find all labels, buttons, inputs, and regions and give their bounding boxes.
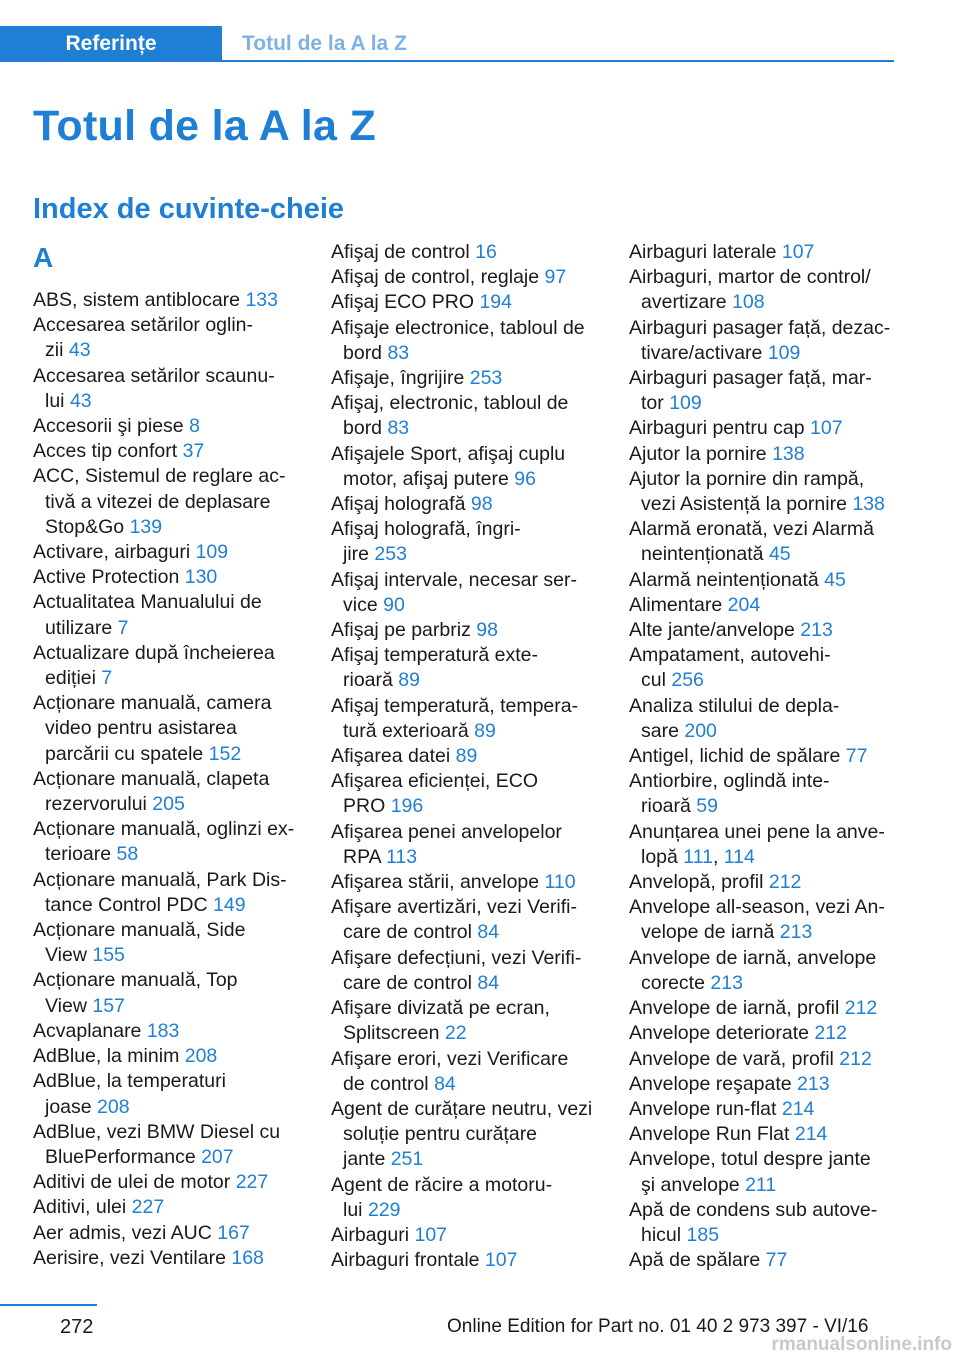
page-reference-link[interactable]: 98 [476,619,498,642]
page-reference-link[interactable]: 43 [68,339,91,362]
edition-note: Online Edition for Part no. 01 40 2 973 397 - VI/16 [447,1316,869,1337]
index-entry [33,414,305,439]
index-entry-term: Ajutor la pornire [629,442,773,465]
index-entry-term: Afişaje electronice, tabloul de bord [331,316,585,364]
index-entry-term: Airbaguri [331,1223,415,1246]
index-column-2 [331,240,603,1273]
index-entry [331,391,603,441]
index-subtitle: Index de cuvinte-cheie [33,193,345,225]
page-reference-link[interactable]: 110 [544,871,576,894]
index-entry-term: Afişaj holografă [331,493,471,516]
index-entry [629,1047,901,1072]
index-entry-term: Active Protection [33,566,185,589]
page-reference-link[interactable]: 212 [839,1047,872,1070]
page-reference-link[interactable]: 205 [152,793,185,816]
index-entry: Anunțarea unei pene la anve- lopă 111, 114 [629,820,885,868]
page-reference-link[interactable]: 196 [390,795,424,818]
page-reference-link[interactable]: 107 [484,1249,518,1272]
header-divider [222,60,894,62]
page-reference-link[interactable]: 213 [797,1072,830,1095]
page-reference-link[interactable]: 214 [794,1123,828,1146]
watermark: rmanualsonline.info [771,1334,952,1355]
index-entry-term: Actualizare după încheierea ediției [33,641,275,690]
index-entry [629,240,901,265]
index-entry-term: Afişaj holografă, îngri- jire [331,518,521,566]
tab-referinte[interactable]: Referințe [0,26,222,62]
index-entry [331,769,603,819]
index-entry [331,366,603,391]
page-reference-link[interactable]: 207 [201,1145,234,1168]
index-entry-term: Anunțarea unei pene la anve- lopă [629,820,885,868]
index-entry [629,517,901,567]
index-entry [331,946,603,996]
page-reference-link[interactable]: 83 [387,341,410,364]
page-reference-link[interactable]: 212 [768,871,802,894]
page-reference-link[interactable]: 130 [184,566,218,589]
index-entry-term: Acționare manuală, camera video pentru asistarea parcării cu spatele [33,692,272,765]
index-entry-term: Afişajele Sport, afişaj cuplu motor, afişaj putere [331,442,566,490]
page-reference-link[interactable]: 227 [235,1171,269,1194]
page-reference-link[interactable]: 109 [767,341,801,364]
tab-totul-de-la-a-la-z[interactable]: Totul de la A la Z [242,32,407,55]
index-entry-term: Ajutor la pornire din rampă, vezi Asistență la pornire [629,467,865,516]
page-reference-link[interactable]: 96 [514,467,536,490]
index-entry [331,1047,603,1097]
index-entry [629,870,901,895]
index-entry-term: AdBlue, la temperaturi joase [33,1070,226,1118]
index-entry-term: Ampatament, autovehi- cul [629,644,831,692]
index-entry [629,1097,901,1122]
page-reference-link[interactable]: 107 [781,241,815,263]
page-reference-link[interactable]: 37 [182,440,205,463]
index-entry [331,895,603,945]
index-entry [629,316,901,366]
index-entry-term: Airbaguri pasager față, dezac- tivare/activare [629,316,891,364]
index-entry [331,1097,603,1173]
index-entry-term: Acces tip confort [33,440,183,463]
index-entry [629,618,901,643]
page-reference-link[interactable]: 111 [683,845,713,868]
page-reference-link[interactable]: 183 [146,1019,180,1042]
index-entry-term: Anvelope Run Flat [629,1123,795,1146]
page-reference-link[interactable]: 83 [387,417,410,440]
index-entry-term: Alarmă neintenționată [629,568,825,591]
index-entry [33,1069,305,1119]
index-entry-term: ACC, Sistemul de reglare ac- tivă a vitezei de deplasare Stop&Go [33,465,286,538]
index-entry [33,464,305,540]
page-reference-link[interactable]: 8 [189,415,200,438]
page-reference-link[interactable]: 208 [184,1045,218,1068]
index-entry-term: Afişaje, îngrijire [331,367,470,390]
page-reference-link[interactable]: 152 [208,742,242,765]
index-entry-term: Afişaj ECO PRO [331,291,480,314]
page-reference-link[interactable]: 157 [92,994,125,1017]
page-reference-link[interactable]: 167 [217,1221,250,1244]
index-column-3 [629,240,901,1273]
index-entry [629,1072,901,1097]
index-entry-term: Acționare manuală, clapeta rezervorului [33,767,270,816]
index-entry [331,694,603,744]
index-entry [629,416,901,441]
index-entry [331,643,603,693]
index-entry-term: AdBlue, la minim [33,1045,185,1068]
page-reference-link[interactable]: 212 [814,1022,847,1045]
page-reference-link[interactable]: 204 [727,593,761,616]
page-reference-link[interactable]: 155 [92,944,125,967]
index-entry [33,641,305,691]
index-columns [0,240,960,1280]
index-entry-term: Afişaj, electronic, tabloul de bord [331,392,569,440]
index-entry [629,744,901,769]
index-entry [629,568,901,593]
index-entry-term: Antiorbire, oglindă inte- rioară [629,770,830,818]
index-entry-term: Anvelope deteriorate [629,1022,815,1045]
index-entry-term: AdBlue, vezi BMW Diesel cu BluePerformance [33,1120,281,1168]
page-reference-link[interactable]: 77 [765,1249,788,1272]
index-entry-term: Accesarea setărilor oglin- zii [33,314,254,362]
page-reference-link[interactable]: 84 [477,971,500,994]
index-entry-term: Afişaj temperatură, tempera- tură exterioară [331,694,579,742]
index-entry-term: Afişaj de control, reglaje [331,266,545,289]
page-title: Totul de la A la Z [33,102,377,150]
index-entry-term: Acționare manuală, Top View [33,969,238,1017]
index-entry-term: Afişaj intervale, necesar ser- vice [331,568,578,616]
index-entry-term: Airbaguri pentru cap [629,417,811,440]
page-reference-link[interactable]: 208 [97,1095,130,1118]
page-reference-link[interactable]: 213 [710,971,743,994]
index-entry-term: Alte jante/anvelope [629,619,801,642]
index-entry [629,643,901,693]
index-entry-term: Acționare manuală, Park Dis- tance Control PDC [33,868,287,916]
page-reference-link[interactable]: 97 [544,266,567,289]
index-entry-term: Agent de curățare neutru, vezi soluție pentru curățare jante [331,1097,593,1171]
index-entry-term: Anvelope, totul despre jante şi anvelope [629,1148,871,1196]
index-entry-term: Afişaj de control [331,241,476,263]
index-entry [629,1198,901,1248]
index-entry [331,316,603,366]
index-entry [331,568,603,618]
page-reference-link[interactable]: 113 [386,845,418,868]
index-entry [33,1195,305,1220]
index-entry [331,240,603,265]
index-entry [33,817,305,867]
page-reference-link[interactable]: 59 [696,795,718,818]
page-reference-link[interactable]: 139 [129,515,163,538]
page-reference-link[interactable]: 149 [213,893,246,916]
page-reference-link[interactable]: 89 [474,719,496,742]
index-entry [331,290,603,315]
index-entry [331,442,603,492]
page-reference-link[interactable]: 107 [810,417,843,440]
page-reference-link[interactable]: 213 [779,921,813,944]
index-entry [33,1246,305,1271]
index-entry [629,946,901,996]
page-reference-link[interactable]: 214 [781,1097,815,1120]
index-entry [331,996,603,1046]
page-reference-link[interactable]: 109 [195,541,229,564]
page-reference-link[interactable]: 77 [845,745,868,768]
index-entry-term: Anvelope de vară, profil [629,1047,840,1070]
page-reference-link[interactable]: 133 [245,289,278,311]
page-reference-link[interactable]: 185 [686,1223,720,1246]
index-entry [331,1248,603,1273]
page-reference-link[interactable]: 253 [374,543,407,566]
index-entry-term: Anvelope run-flat [629,1097,782,1120]
index-entry [629,366,901,416]
index-entry [33,1019,305,1044]
index-entry-term: Aditivi de ulei de motor [33,1171,236,1194]
page-reference-link[interactable]: 45 [768,543,791,566]
index-entry-term: Acvaplanare [33,1019,147,1042]
index-entry [33,968,305,1018]
index-entry [33,565,305,590]
index-entry-term: Agent de răcire a motoru- lui [331,1173,553,1221]
index-entry [33,540,305,565]
page-reference-link[interactable]: 200 [684,719,717,742]
page-reference-link[interactable]: 138 [772,442,805,465]
index-entry [629,1122,901,1147]
index-entry-term: Antigel, lichid de spălare [629,745,846,768]
index-entry-term: Anvelope all-season, vezi An- velope de iarnă [629,896,885,944]
section-letter-a: A [33,242,54,273]
index-entry-term: Accesarea setărilor scaunu- lui [33,364,275,412]
index-entry [629,593,901,618]
index-entry-term: Afişarea penei anvelopelor RPA [331,820,562,868]
index-entry [33,691,305,767]
page-number: 272 [60,1316,94,1338]
index-entry-term: Afişarea datei [331,745,456,768]
index-entry [331,820,603,870]
index-entry [629,895,901,945]
index-entry [33,590,305,640]
page-reference-link[interactable]: 114 [723,845,755,868]
page-reference-link[interactable]: 213 [800,619,833,642]
index-entry [629,1248,901,1273]
index-entry [33,364,305,414]
index-column-1 [33,240,305,1271]
page-reference-link[interactable]: 58 [116,843,139,866]
index-entry [331,265,603,290]
page-reference-link[interactable]: 84 [477,921,500,944]
page-reference-link[interactable]: 43 [69,389,92,412]
index-entry-term: Anvelope reşapate [629,1072,798,1095]
index-entry [33,918,305,968]
index-entry [331,1173,603,1223]
index-entry [33,1170,305,1195]
page-reference-link[interactable]: 16 [475,241,497,263]
index-entry-term: Actualitatea Manualului de utilizare [33,591,262,639]
page-reference-link[interactable]: 107 [414,1223,448,1246]
page-reference-link[interactable]: 90 [383,593,405,616]
index-entry-term: Airbaguri laterale [629,241,782,263]
index-entry-term: Afişarea stării, anvelope [331,871,545,894]
index-entry-term: Airbaguri, martor de control/ avertizare [629,266,871,314]
index-entry-term: Acționare manuală, oglinzi ex- terioare [33,818,295,866]
index-entry-term: Afişarea eficienței, ECO PRO [331,770,539,818]
page-reference-link[interactable]: 109 [669,392,702,415]
page-reference-link[interactable]: 168 [231,1246,264,1269]
page-reference-link[interactable]: 98 [470,493,493,516]
index-entry-term: Afişaj pe parbriz [331,619,477,642]
index-entry-term: Acționare manuală, Side View [33,919,246,967]
index-entry [331,618,603,643]
page-reference-link[interactable]: 253 [469,367,503,390]
index-entry [33,288,305,313]
index-entry [629,265,901,315]
index-entry [33,439,305,464]
page-reference-link[interactable]: 138 [852,493,885,516]
index-entry-term: Activare, airbaguri [33,541,196,564]
page-reference-link[interactable]: 89 [455,745,478,768]
index-entry-term: Aer admis, vezi AUC [33,1221,218,1244]
index-entry-term: Alarmă eronată, vezi Alarmă neintenționată [629,518,874,566]
index-entry-term: Apă de spălare [629,1249,766,1272]
index-entry [33,313,305,363]
index-entry [33,1044,305,1069]
index-entry-term: Aditivi, ulei [33,1196,132,1219]
page-reference-link[interactable]: 211 [745,1173,777,1196]
index-entry-term: Afişare divizată pe ecran, Splitscreen [331,997,550,1045]
page-reference-link[interactable]: 89 [398,669,420,692]
index-entry-term: Aerisire, vezi Ventilare [33,1246,232,1269]
index-entry [331,1223,603,1248]
index-entry [629,1147,901,1197]
index-entry-term: Airbaguri pasager față, mar- tor [629,367,872,415]
index-entry [331,517,603,567]
index-entry-term: Afişare avertizări, vezi Verifi- care de control [331,896,577,944]
index-entry [33,767,305,817]
page-reference-link[interactable]: 108 [732,291,765,314]
index-entry [33,1120,305,1170]
index-entry [629,996,901,1021]
page-reference-link[interactable]: 256 [671,669,704,692]
page-reference-link[interactable]: 7 [101,667,113,690]
page-reference-link[interactable]: 45 [824,568,846,591]
index-entry-term: Alimentare [629,593,728,616]
index-entry-term: Accesorii şi piese [33,415,190,438]
index-entry [33,868,305,918]
index-entry [331,870,603,895]
page-reference-link[interactable]: 22 [444,1022,467,1045]
index-entry [629,442,901,467]
index-entry-term: Afişare defecțiuni, vezi Verifi- care de control [331,946,582,994]
index-entry-term: Anvelope de iarnă, profil [629,997,845,1020]
page-reference-link[interactable]: 229 [367,1198,401,1221]
page-reference-link[interactable]: 227 [131,1196,165,1219]
index-entry [33,1221,305,1246]
index-entry [331,492,603,517]
index-entry-term: Airbaguri frontale [331,1249,485,1272]
index-entry [629,1021,901,1046]
page-reference-link[interactable]: 7 [117,616,129,639]
index-entry-term: Analiza stilului de depla- sare [629,694,840,742]
index-entry-term: Afişaj temperatură exte- rioară [331,644,539,692]
page-reference-link[interactable]: 194 [479,291,512,314]
index-entry-term: Afişare erori, vezi Verificare de control [331,1047,569,1095]
footer-divider [0,1304,97,1306]
index-entry [331,744,603,769]
index-entry-term: Apă de condens sub autove- hicul [629,1198,878,1246]
index-entry-term: ABS, sistem antiblocare [33,289,246,311]
index-entry [629,769,901,819]
index-entry-term: Anvelope de iarnă, anvelope corecte [629,946,877,994]
page-reference-link[interactable]: 84 [434,1072,456,1095]
page-reference-link[interactable]: 251 [390,1148,424,1171]
page-reference-link[interactable]: 212 [844,997,878,1020]
index-entry-term: Anvelopă, profil [629,871,769,894]
index-entry [629,694,901,744]
index-entry [629,467,901,517]
